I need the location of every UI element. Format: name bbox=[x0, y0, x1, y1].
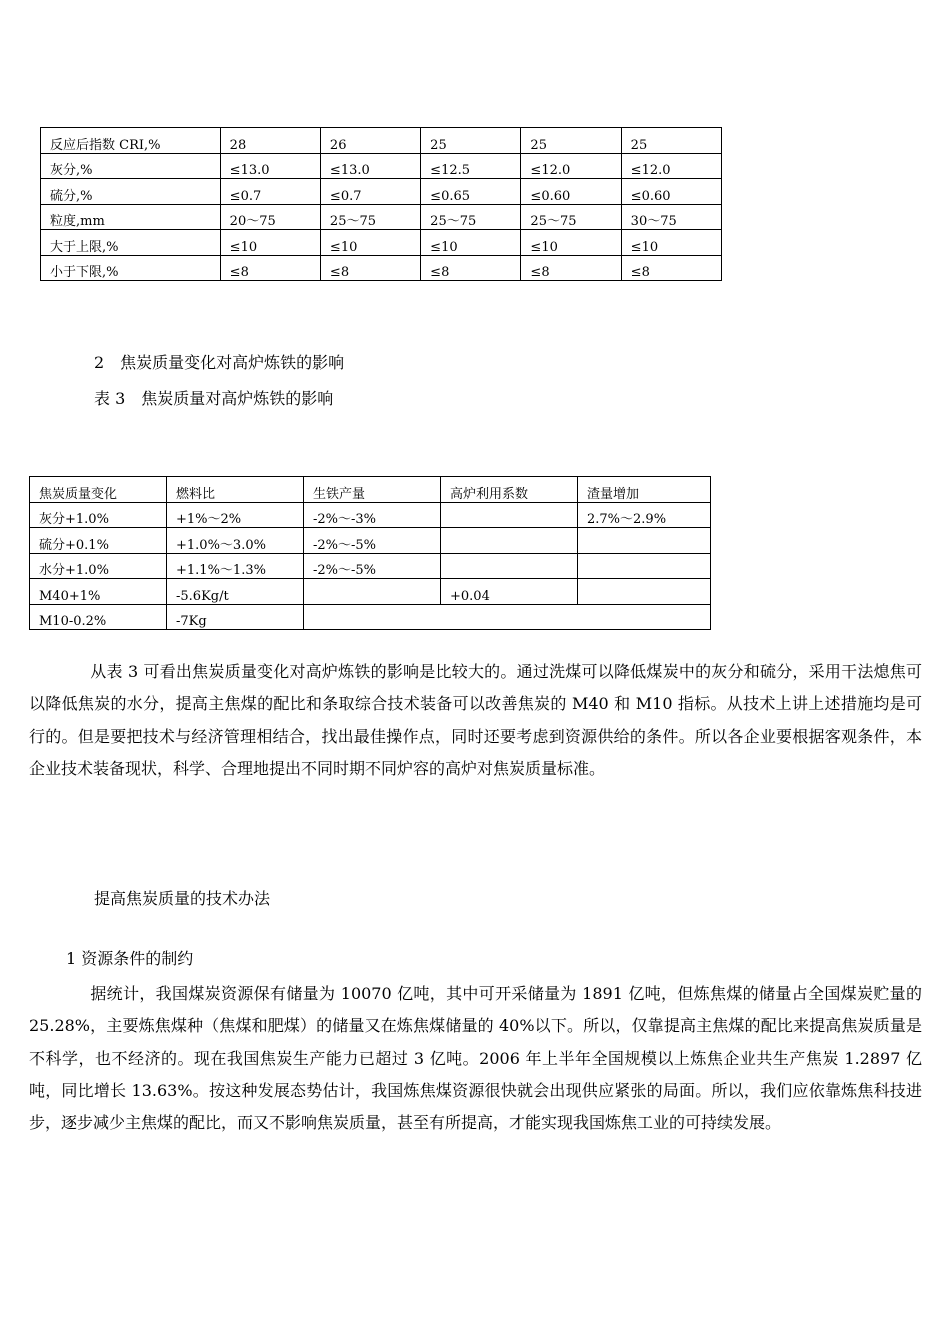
row-label-cell: 大于上限,% bbox=[41, 230, 221, 256]
table-row bbox=[41, 204, 722, 230]
table-cell bbox=[304, 579, 441, 605]
table-cell: ≤10 bbox=[220, 230, 320, 256]
table-cell: M40+1% bbox=[30, 579, 167, 605]
table-cell bbox=[578, 579, 711, 605]
table-cell: 20～75 bbox=[220, 204, 320, 230]
paragraph-resource-constraints bbox=[29, 978, 922, 1139]
table-row bbox=[41, 230, 722, 256]
table-cell bbox=[441, 528, 578, 554]
table-3-caption: 表 3 焦炭质量对高炉炼铁的影响 bbox=[94, 389, 334, 408]
table-cell: 25 bbox=[621, 128, 721, 154]
table-cell: -2%～-5% bbox=[304, 528, 441, 554]
table-cell: 灰分+1.0% bbox=[30, 502, 167, 528]
table-cell: 硫分+0.1% bbox=[30, 528, 167, 554]
paragraph-text: 据统计，我国煤炭资源保有储量为 10070 亿吨，其中可开采储量为 1891 亿吨，但炼焦煤的储量占全国煤炭贮量的 25.28%，主要炼焦煤种（焦煤和肥煤）的储量又在炼焦煤储量的 40%以下。所以，仅靠提高主焦煤的配比来提高焦炭质量是不科学，也不经济的。现在我国焦炭生产能力已超过 3 亿吨。2006 年上半年全国规模以上炼焦企业共生产焦炭 1.2897 亿吨，同比增长 13.63%。按这种发展态势估计，我国炼焦煤资源很快就会出现供应紧张的局面。所以，我们应依靠炼焦科技进步，逐步减少主焦煤的配比，而又不影响焦炭质量，甚至有所提高，才能实现我国炼焦工业的可持续发展。 bbox=[29, 984, 922, 1133]
table-cell: 2.7%～2.9% bbox=[578, 502, 711, 528]
table-row bbox=[41, 255, 722, 281]
table-cell: 25～75 bbox=[421, 204, 521, 230]
table-cell: ≤10 bbox=[421, 230, 521, 256]
table-cell: ≤10 bbox=[621, 230, 721, 256]
table-cell bbox=[441, 553, 578, 579]
table-cell-merged bbox=[304, 604, 711, 630]
table-cell: ≤12.0 bbox=[621, 153, 721, 179]
table-cell: ≤12.0 bbox=[521, 153, 621, 179]
header-cell: 渣量增加 bbox=[578, 477, 711, 503]
table-row bbox=[41, 128, 722, 154]
table-cell: ≤0.60 bbox=[521, 179, 621, 205]
table-cell: -2%～-5% bbox=[304, 553, 441, 579]
table-cell: ≤0.60 bbox=[621, 179, 721, 205]
row-label-cell: 硫分,% bbox=[41, 179, 221, 205]
table-cell: -2%～-3% bbox=[304, 502, 441, 528]
table-cell: +1%～2% bbox=[167, 502, 304, 528]
table-cell: +1.1%～1.3% bbox=[167, 553, 304, 579]
table-row bbox=[30, 502, 711, 528]
table-cell: 25 bbox=[521, 128, 621, 154]
row-label-cell: 灰分,% bbox=[41, 153, 221, 179]
table-cell bbox=[578, 528, 711, 554]
table-cell: 25 bbox=[421, 128, 521, 154]
table-cell: 30～75 bbox=[621, 204, 721, 230]
header-cell: 燃料比 bbox=[167, 477, 304, 503]
table-row bbox=[30, 579, 711, 605]
table-header-row bbox=[30, 477, 711, 503]
table-cell: 25～75 bbox=[320, 204, 420, 230]
table-cell: 28 bbox=[220, 128, 320, 154]
table-cell bbox=[441, 502, 578, 528]
table-cell: ≤0.7 bbox=[320, 179, 420, 205]
table-cell: ≤12.5 bbox=[421, 153, 521, 179]
tech-methods-heading: 提高焦炭质量的技术办法 bbox=[94, 889, 271, 908]
table-cell: -5.6Kg/t bbox=[167, 579, 304, 605]
table-cell: ≤10 bbox=[521, 230, 621, 256]
header-cell: 高炉利用系数 bbox=[441, 477, 578, 503]
table-cell: 26 bbox=[320, 128, 420, 154]
table-cell: ≤8 bbox=[220, 255, 320, 281]
table-3-coke-quality-impact bbox=[29, 476, 711, 630]
table-cell bbox=[578, 553, 711, 579]
paragraph-table3-analysis bbox=[29, 656, 922, 785]
row-label-cell: 反应后指数 CRI,% bbox=[41, 128, 221, 154]
table-cell: +0.04 bbox=[441, 579, 578, 605]
table-cell: 25～75 bbox=[521, 204, 621, 230]
coke-quality-standards-table bbox=[40, 127, 722, 281]
row-label-cell: 粒度,mm bbox=[41, 204, 221, 230]
table-cell: ≤0.65 bbox=[421, 179, 521, 205]
row-label-cell: 小于下限,% bbox=[41, 255, 221, 281]
table-cell: +1.0%～3.0% bbox=[167, 528, 304, 554]
table-cell: ≤0.7 bbox=[220, 179, 320, 205]
table-cell: ≤10 bbox=[320, 230, 420, 256]
header-cell: 焦炭质量变化 bbox=[30, 477, 167, 503]
table-cell: M10-0.2% bbox=[30, 604, 167, 630]
table-row bbox=[41, 153, 722, 179]
section-2-heading: 2 焦炭质量变化对高炉炼铁的影响 bbox=[94, 353, 345, 372]
table-row bbox=[30, 553, 711, 579]
resource-constraints-heading: 1 资源条件的制约 bbox=[66, 949, 194, 968]
table-cell: ≤13.0 bbox=[320, 153, 420, 179]
table-row bbox=[30, 528, 711, 554]
table-cell: ≤8 bbox=[621, 255, 721, 281]
table-cell: ≤8 bbox=[320, 255, 420, 281]
paragraph-text: 从表 3 可看出焦炭质量变化对高炉炼铁的影响是比较大的。通过洗煤可以降低煤炭中的灰分和硫分，采用干法熄焦可以降低焦炭的水分，提高主焦煤的配比和条取综合技术装备可以改善焦炭的 M40 和 M10 指标。从技术上讲上述措施均是可行的。但是要把技术与经济管理相结合，找出最佳操作点，同时还要考虑到资源供给的条件。所以各企业要根据客观条件，本企业技术装备现状，科学、合理地提出不同时期不同炉容的高炉对焦炭质量标准。 bbox=[29, 662, 922, 778]
table-cell: -7Kg bbox=[167, 604, 304, 630]
table-cell: ≤13.0 bbox=[220, 153, 320, 179]
table-cell: 水分+1.0% bbox=[30, 553, 167, 579]
table-row bbox=[30, 604, 711, 630]
table-cell: ≤8 bbox=[521, 255, 621, 281]
table-row bbox=[41, 179, 722, 205]
header-cell: 生铁产量 bbox=[304, 477, 441, 503]
table-cell: ≤8 bbox=[421, 255, 521, 281]
